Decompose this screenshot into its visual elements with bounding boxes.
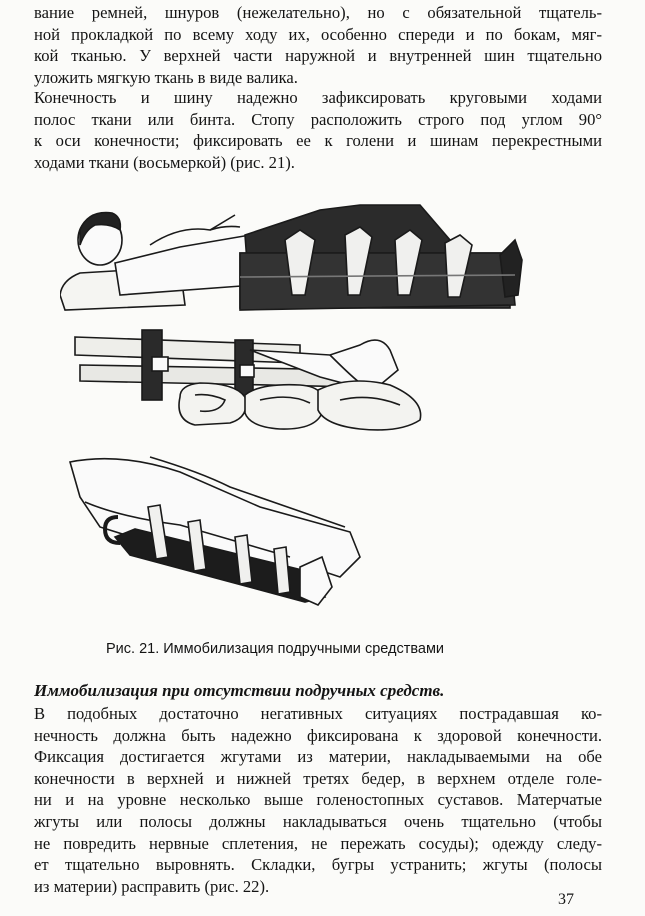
- panel-splint-blankets: [75, 330, 421, 430]
- figure-caption: Рис. 21. Иммобилизация подручными средствами: [106, 641, 445, 657]
- text-line: уложить мягкую ткань в виде валика.: [34, 67, 298, 87]
- paragraph-section: [34, 703, 602, 897]
- paragraph-top: [34, 2, 602, 88]
- panel-lying-patient: [60, 205, 522, 310]
- text-line: ет тщательно выровнять. Складки, бугры устранить; жгуты (полосы: [34, 855, 602, 875]
- paragraph-second: [34, 87, 602, 173]
- text-line: ной прокладкой по всему ходу их, особенно спереди и по бокам, мяг-: [34, 24, 602, 44]
- text-line: кой тканью. У верхней части наружной и внутренней шин тщательно: [34, 46, 602, 66]
- section-heading: Иммобилизация при отсутствии подручных средств.: [34, 681, 445, 700]
- panel-leg-splint: [70, 457, 360, 605]
- text-line: жгуты или полосы должны накладываться очень тщательно (чтобы: [34, 811, 602, 831]
- text-line: из материи) расправить (рис. 22).: [34, 876, 270, 896]
- text-line: полос ткани или бинта. Стопу расположить строго под углом 90°: [34, 109, 602, 129]
- text-line: конечности в верхней и нижней третях бедер, в верхнем отделе голе-: [34, 768, 602, 788]
- text-line: В подобных достаточно негативных ситуациях пострадавшая ко-: [34, 704, 602, 723]
- text-line: ни и на уровне несколько выше голеностопных суставов. Матерчатые: [34, 790, 602, 810]
- text-line: Фиксация достигается жгутами из материи, накладываемыми на обе: [34, 747, 602, 767]
- text-line: нечность должна быть надежно фиксирована к здоровой конечности.: [34, 725, 602, 745]
- text-line: к оси конечности; фиксировать ее к голени и шинам перекрестными: [34, 131, 602, 151]
- text-line: не повредить нервные сплетения, не пережать сосуды); одежду следу-: [34, 833, 602, 853]
- text-line: вание ремней, шнуров (нежелательно), но с обязательной тщатель-: [34, 3, 602, 22]
- text-line: Конечность и шину надежно зафиксировать круговыми ходами: [34, 88, 602, 107]
- figure-illustration: [60, 185, 530, 635]
- text-line: ходами ткани (восьмеркой) (рис. 21).: [34, 152, 295, 172]
- page-number: 37: [558, 891, 574, 908]
